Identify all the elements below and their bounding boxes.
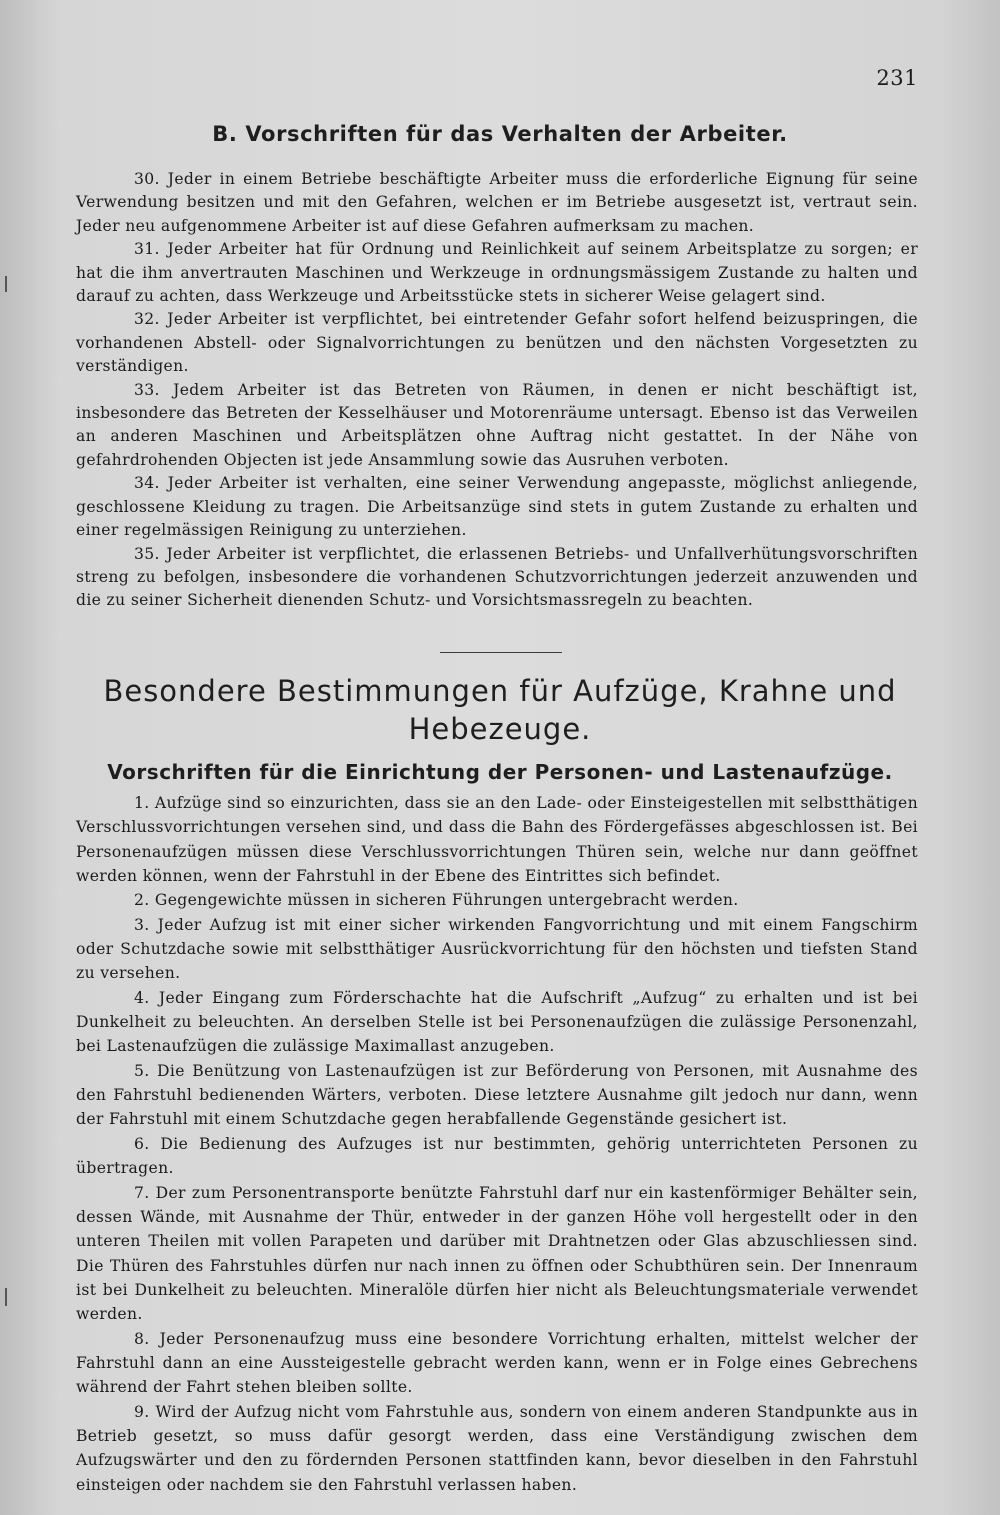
main-heading-line-1: Besondere Bestimmungen für Aufzüge, Krahne und: [103, 674, 897, 708]
paragraph: 33. Jedem Arbeiter ist das Betreten von Räumen, in denen er nicht beschäftigt ist, insbesondere das Betreten der Kesselhäuser und Motorenräume untersagt. Ebenso ist das Verweilen an anderen Maschinen und Arbeitsplätzen ohne Auftrag nicht gestattet. In der Nähe von gefahrdrohenden Objecten ist jede Ansammlung sowie das Ausruhen verboten.: [76, 380, 918, 469]
main-heading: [0, 672, 1000, 748]
section-b-heading: B. Vorschriften für das Verhalten der Arbeiter.: [212, 122, 788, 146]
main-heading-line-2: Hebezeuge.: [408, 712, 592, 746]
paragraph: 35. Jeder Arbeiter ist verpflichtet, die erlassenen Betriebs- und Unfallverhütungsvorschriften streng zu befolgen, insbesondere die vorhandenen Schutzvorrichtungen jederzeit anzuwenden und die zu seiner Sicherheit dienenden Schutz- und Vorsichtsmassregeln zu beachten.: [76, 544, 918, 610]
paragraph: 8. Jeder Personenaufzug muss eine besondere Vorrichtung erhalten, mittelst welcher der Fahrstuhl dann an eine Aussteigestelle gebracht werden kann, wenn er in Folge eines Gebrechens während der Fahrt stehen bleiben sollte.: [76, 1329, 918, 1397]
paragraph: 4. Jeder Eingang zum Förderschachte hat die Aufschrift „Aufzug“ zu erhalten und ist bei Dunkelheit zu beleuchten. An derselben Stelle ist bei Personenaufzügen die zulässige Personenzahl, bei Lastenaufzügen die zulässige Maximallast anzugeben.: [76, 988, 918, 1056]
paragraph: 5. Die Benützung von Lastenaufzügen ist zur Beförderung von Personen, mit Ausnahme des den Fahrstuhl bedienenden Wärters, verboten. Diese letztere Ausnahme gilt jedoch nur dann, wenn der Fahrstuhl mit einem Schutzdache gegen herabfallende Gegenstände gesichert ist.: [76, 1061, 918, 1129]
sub-heading: Vorschriften für die Einrichtung der Personen- und Lastenaufzüge.: [107, 760, 893, 784]
paragraph: 32. Jeder Arbeiter ist verpflichtet, bei eintretender Gefahr sofort helfend beizuspringen, die vorhandenen Abstell- oder Signalvorrichtungen zu benützen und den nächsten Vorgesetzten zu verständigen.: [76, 310, 918, 376]
scan-edge-mark: [5, 1288, 7, 1306]
paragraph: 3. Jeder Aufzug ist mit einer sicher wirkenden Fangvorrichtung und mit einem Fangschirm oder Schutzdache sowie mit selbstthätiger Ausrückvorrichtung für den höchsten und tiefsten Stand zu versehen.: [76, 915, 918, 983]
paragraph: 7. Der zum Personentransporte benützte Fahrstuhl darf nur ein kastenförmiger Behälter sein, dessen Wände, mit Ausnahme der Thür, entweder in der ganzen Höhe voll hergestellt oder in den unteren Theilen mit vollen Parapeten und darüber mit Drahtnetzen oder Glas abzuschliessen sind. Die Thüren des Fahrstuhles dürfen nur nach innen zu öffnen oder Schubthüren sein. Der Innenraum ist bei Dunkelheit zu beleuchten. Mineralöle dürfen hier nicht als Beleuchtungsmateriale verwendet werden.: [76, 1183, 918, 1324]
section-divider: [440, 652, 562, 653]
paragraph: 34. Jeder Arbeiter ist verhalten, eine seiner Verwendung angepasste, möglichst anliegende, geschlossene Kleidung zu tragen. Die Arbeitsanzüge sind stets in gutem Zustande zu erhalten und einer regelmässigen Reinigung zu unterziehen.: [76, 474, 918, 540]
paragraph: 6. Die Bedienung des Aufzuges ist nur bestimmten, gehörig unterrichteten Personen zu übertragen.: [76, 1134, 918, 1178]
section-main-body: [76, 791, 918, 1497]
paragraph: 30. Jeder in einem Betriebe beschäftigte Arbeiter muss die erforderliche Eignung für seine Verwendung besitzen und mit den Gefahren, welchen er im Betriebe ausgesetzt ist, vertraut sein. Jeder neu aufgenommene Arbeiter ist auf diese Gefahren aufmerksam zu machen.: [76, 170, 918, 235]
paragraph: 31. Jeder Arbeiter hat für Ordnung und Reinlichkeit auf seinem Arbeitsplatze zu sorgen; er hat die ihm anvertrauten Maschinen und Werkzeuge in ordnungsmässigem Zustande zu halten und darauf zu achten, dass Werkzeuge und Arbeitsstücke stets in sicherer Weise gelagert sind.: [76, 240, 918, 306]
scan-edge-mark: [5, 276, 7, 292]
section-b-body: [76, 168, 918, 613]
paragraph: 2. Gegengewichte müssen in sicheren Führungen untergebracht werden.: [134, 891, 739, 910]
paragraph: 1. Aufzüge sind so einzurichten, dass sie an den Lade- oder Einsteigestellen mit selbstthätigen Verschlussvorrichtungen versehen sind, und dass die Bahn des Fördergefässes abgeschlossen ist. Bei Personenaufzügen müssen diese Verschlussvorrichtungen Thüren sein, welche nur dann geöffnet werden können, wenn der Fahrstuhl in der Ebene des Eintrittes sich befindet.: [76, 794, 918, 886]
paragraph: 9. Wird der Aufzug nicht vom Fahrstuhle aus, sondern von einem anderen Standpunkte aus in Betrieb gesetzt, so muss dafür gesorgt werden, dass eine Verständigung zwischen dem Aufzugswärter und den zu fördernden Personen stattfinden kann, bevor dieselben in den Fahrstuhl einsteigen oder nachdem sie den Fahrstuhl verlassen haben.: [76, 1402, 918, 1494]
page-number: 231: [876, 66, 918, 90]
